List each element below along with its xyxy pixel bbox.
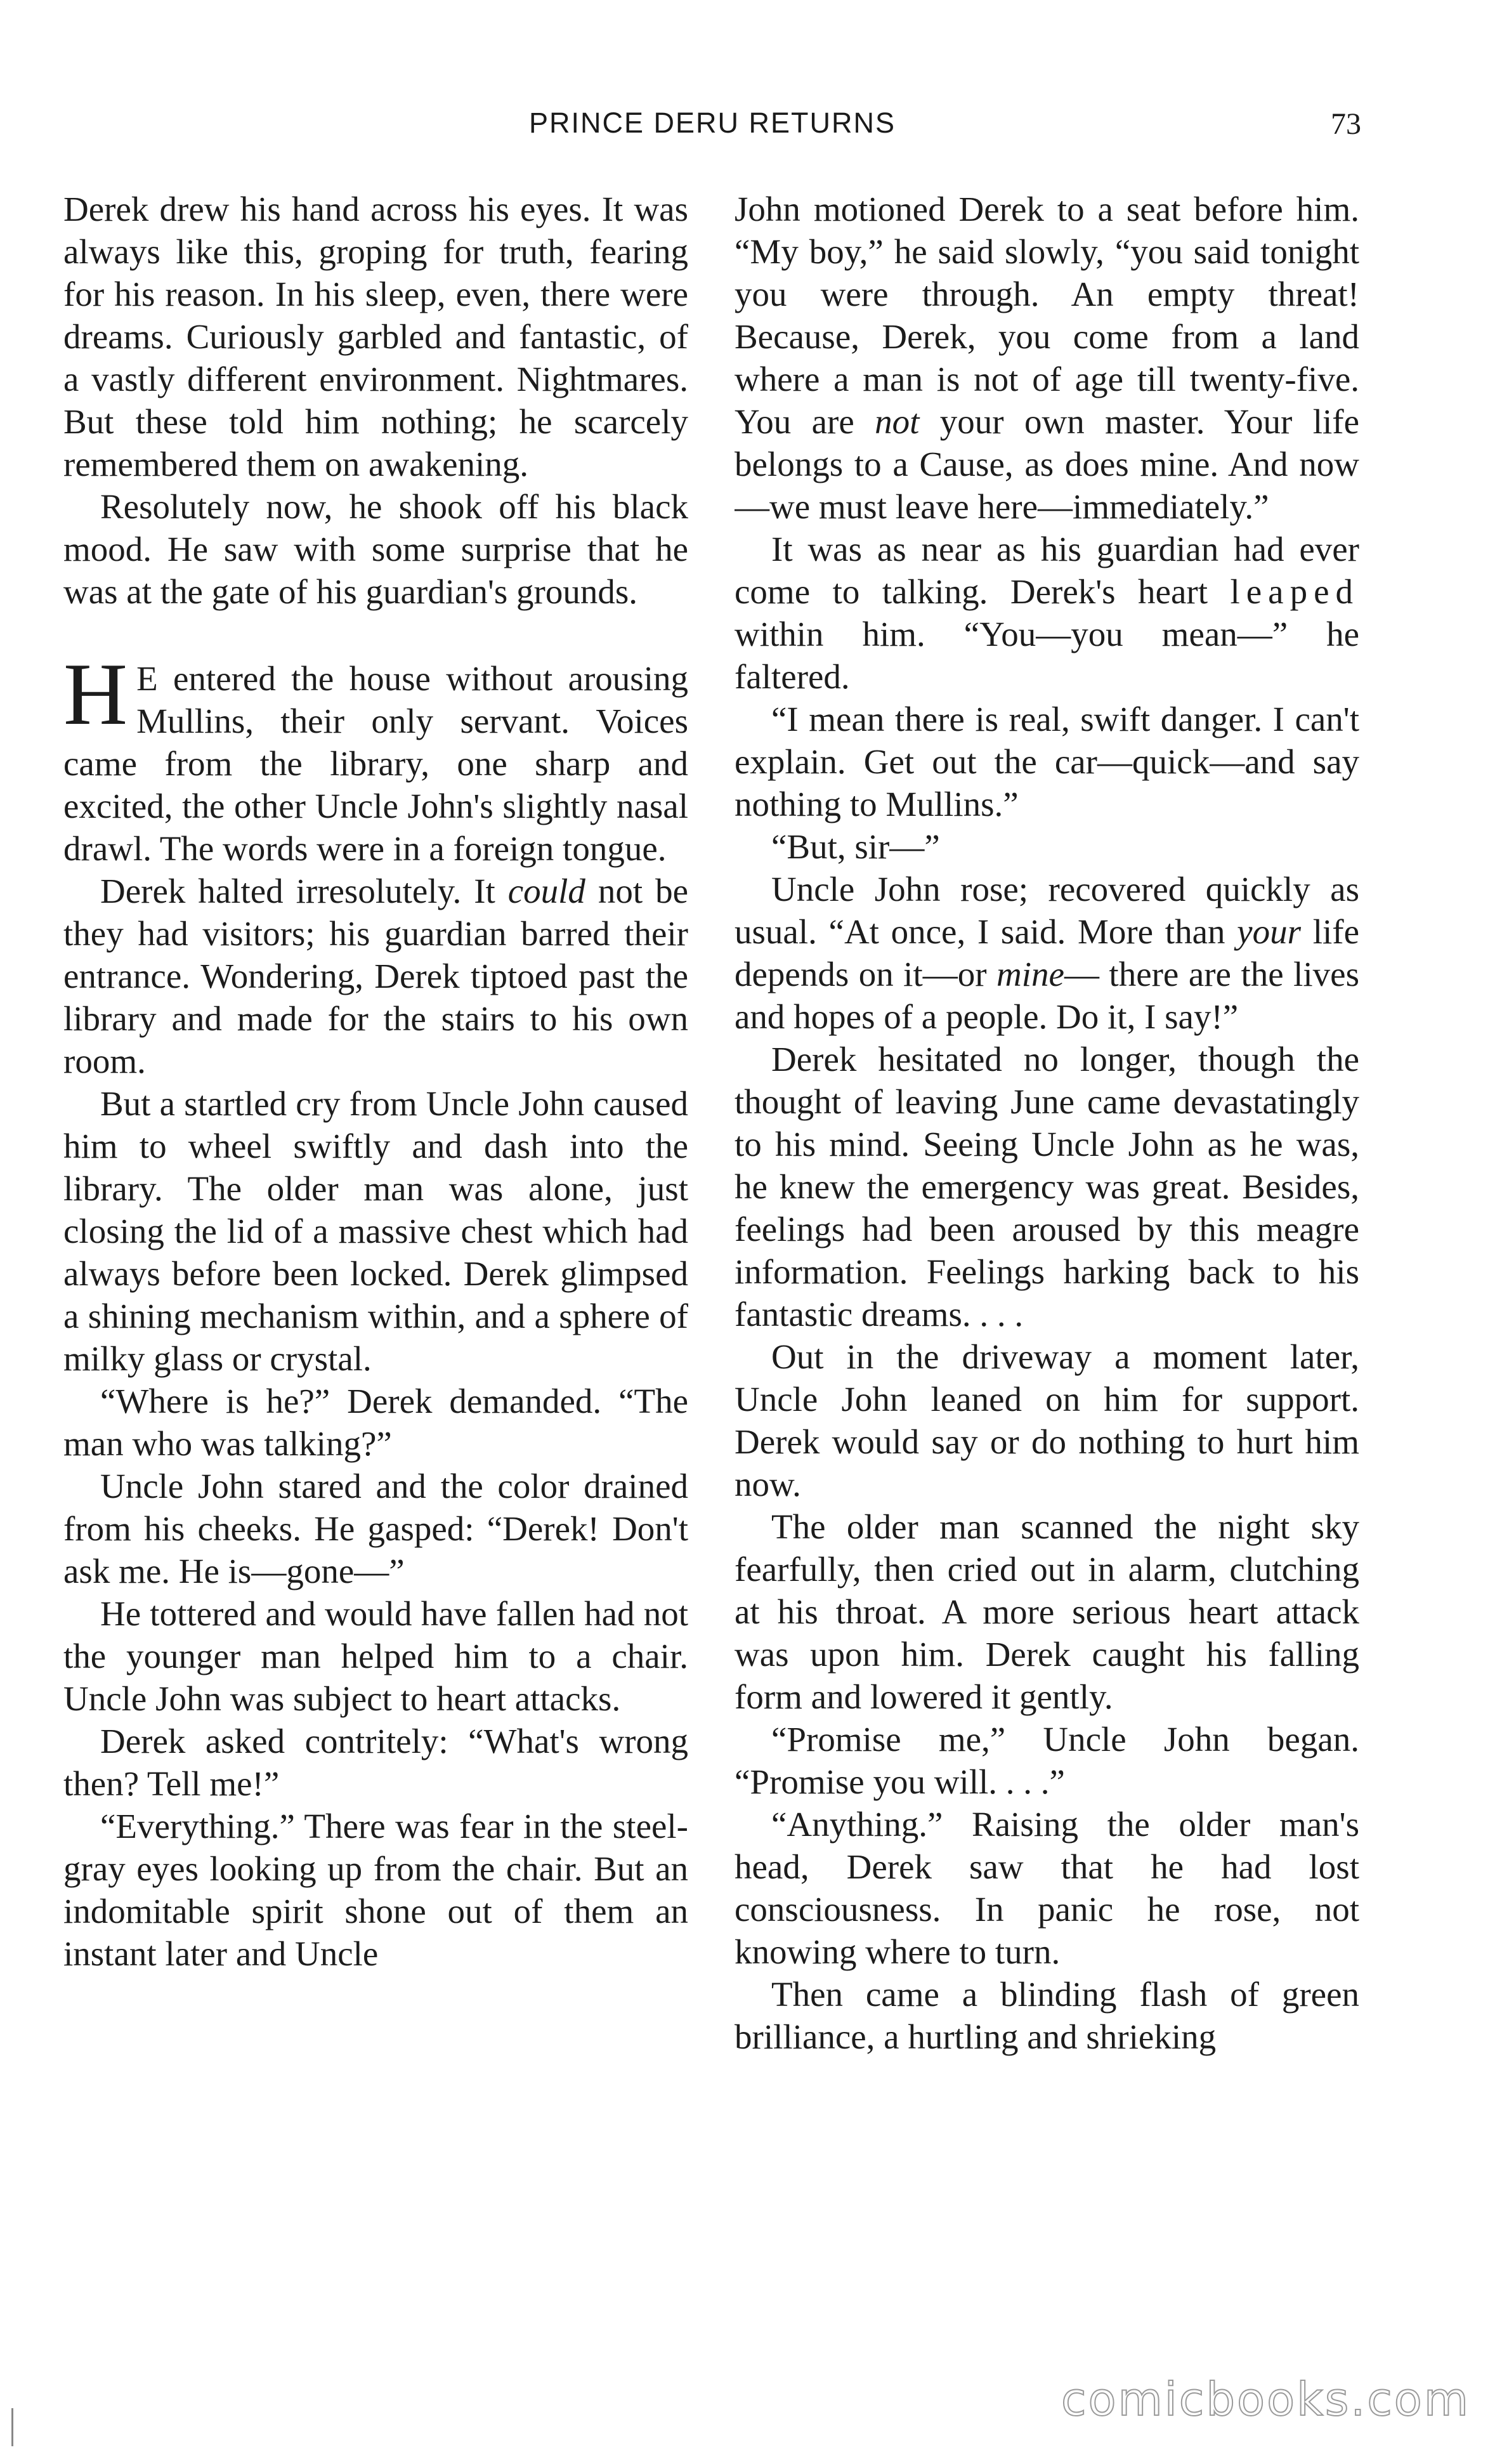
paragraph: “I mean there is real, swift danger. I can't explain. Get out the car—quick—and say nothing to Mullins.” (735, 700, 1359, 823)
italic-text: mine (996, 955, 1064, 993)
spaced-text: leaped (1230, 572, 1359, 611)
page-edge-mark (11, 2408, 20, 2446)
paragraph: He tottered and would have fallen had not the younger man helped him to a chair. Uncle John was subject to heart attacks. (63, 1594, 688, 1718)
text-run: not be they had visitors; his guardian barred their entrance. Wondering, Derek tiptoed past the library and made for the stairs to his own room. (63, 872, 688, 1080)
text-run: Derek halted irresolutely. It (100, 872, 508, 910)
paragraph: “But, sir—” (771, 827, 940, 866)
paragraph (735, 188, 1359, 528)
paragraph: Out in the driveway a moment later, Uncle John leaned on him for support. Derek would say or do nothing to hurt him now. (735, 1337, 1359, 1504)
paragraph (63, 870, 688, 1082)
text-run: within him. “You—you mean—” he faltered. (735, 615, 1359, 696)
italic-text: could (507, 872, 585, 910)
left-column (63, 188, 688, 2281)
text-run: It was as near as his guardian had ever come to talking. Derek's heart (735, 530, 1359, 611)
right-column (735, 188, 1359, 2281)
paragraph (735, 868, 1359, 1038)
paragraph: Uncle John stared and the color drained from his cheeks. He gasped: “Derek! Don't ask me. He is—gone—” (63, 1467, 688, 1590)
text-run: life depends on it—or (735, 912, 1359, 993)
page-number: 73 (1331, 107, 1361, 141)
paragraph-text: E entered the house without arousing Mullins, their only servant. Voices came from the library, one sharp and excited, the other Uncle John's slightly nasal drawl. The words were in a foreign tongue. (63, 659, 688, 868)
paragraph: “Promise me,” Uncle John began. “Promise you will. . . .” (735, 1720, 1359, 1801)
paragraph: “Everything.” There was fear in the steel-gray eyes looking up from the chair. But an indomitable spirit shone out of them an instant later and Uncle (63, 1807, 688, 1973)
paragraph: Then came a blinding flash of green brilliance, a hurtling and shrieking (735, 1975, 1359, 2056)
section-opening-paragraph (63, 645, 688, 870)
watermark: comicbooks.com (1061, 2373, 1470, 2426)
paragraph: Derek asked contritely: “What's wrong then? Tell me!” (63, 1722, 688, 1803)
italic-text: your (1237, 912, 1301, 951)
text-run: — there are the lives and hopes of a people. Do it, I say!” (735, 955, 1359, 1036)
paragraph: Resolutely now, he shook off his black mood. He saw with some surprise that he was at the gate of his guardian's grounds. (63, 487, 688, 611)
drop-cap: H (63, 645, 128, 744)
text-run: your own master. Your life belongs to a Cause, as does mine. And now—we must leave here—immediately.” (735, 402, 1359, 526)
paragraph: “Anything.” Raising the older man's head, Derek saw that he had lost consciousness. In panic he rose, not knowing where to turn. (735, 1805, 1359, 1971)
text-run: Uncle John rose; recovered quickly as usual. “At once, I said. More than (735, 870, 1359, 951)
paragraph: The older man scanned the night sky fearfully, then cried out in alarm, clutching at his throat. A more serious heart attack was upon him. Derek caught his falling form and lowered it gently. (735, 1507, 1359, 1716)
paragraph (735, 528, 1359, 698)
paragraph: But a startled cry from Uncle John caused him to wheel swiftly and dash into the library. The older man was alone, just closing the lid of a massive chest which had always before been locked. Derek glimpsed a shining mechanism within, and a sphere of milky glass or crystal. (63, 1084, 688, 1378)
italic-text: not (875, 402, 920, 441)
paragraph: Derek drew his hand across his eyes. It was always like this, groping for truth, fearing for his reason. In his sleep, even, there were dreams. Curiously garbled and fantastic, of a vastly different environment. Nightmares. But these told him nothing; he scarcely remembered them on awakening. (63, 190, 688, 483)
paragraph: “Where is he?” Derek demanded. “The man who was talking?” (63, 1382, 688, 1463)
paragraph: Derek hesitated no longer, though the thought of leaving June came devastatingly to his mind. Seeing Uncle John as he was, he knew the emergency was great. Besides, feelings had been aroused by this meagre information. Feelings harking back to his fantastic dreams. . . . (735, 1040, 1359, 1334)
page-header (63, 107, 1361, 157)
running-head: PRINCE DERU RETURNS (528, 107, 896, 139)
text-run: John motioned Derek to a seat before him. “My boy,” he said slowly, “you said tonight you were through. An empty threat! Because, Derek, you come from a land where a man is not of age till twenty-five. You are (735, 190, 1359, 441)
